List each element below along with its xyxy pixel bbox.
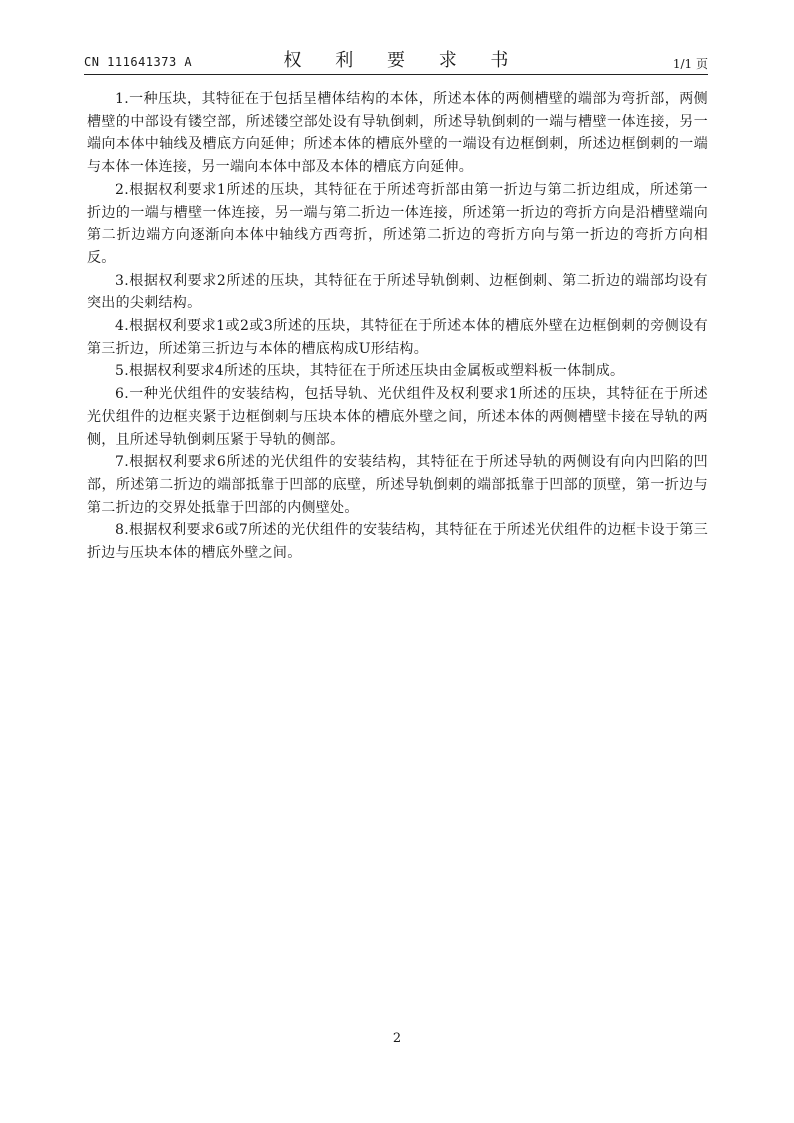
claim-2: 2.根据权利要求1所述的压块，其特征在于所述弯折部由第一折边与第二折边组成，所述第一折边的一端与槽壁一体连接，另一端与第二折边一体连接，所述第一折边的弯折方向是沿槽壁端向第二折边端方向逐渐向本体中轴线方西弯折，所述第二折边的弯折方向与第一折边的弯折方向相反。	[87, 181, 708, 266]
page-number: 2	[392, 1031, 402, 1046]
claim-8: 8.根据权利要求6或7所述的光伏组件的安装结构，其特征在于所述光伏组件的边框卡设于第三折边与压块本体的槽底外壁之间。	[87, 522, 708, 562]
claim-6: 6.一种光伏组件的安装结构，包括导轨、光伏组件及权利要求1所述的压块，其特征在于所述光伏组件的边框夹紧于边框倒刺与压块本体的槽底外壁之间，所述本体的两侧槽壁卡接在导轨的两侧，且所述导轨倒刺压紧于导轨的侧部。	[87, 386, 708, 448]
document-title: 权 利 要 求 书	[283, 50, 523, 71]
page-header	[84, 44, 708, 74]
claim-5: 5.根据权利要求4所述的压块，其特征在于所述压块由金属板或塑料板一体制成。	[115, 363, 625, 380]
claims-section	[87, 88, 708, 565]
header-divider	[84, 74, 708, 75]
page-indicator: 1/1 页	[672, 57, 708, 71]
claim-7: 7.根据权利要求6所述的光伏组件的安装结构，其特征在于所述导轨的两侧设有向内凹陷的凹部，所述第二折边的端部抵靠于凹部的底壁，所述导轨倒刺的端部抵靠于凹部的顶壁，第一折边与第二折边的交界处抵靠于凹部的内侧壁处。	[87, 454, 708, 516]
publication-number: CN 111641373 A	[84, 55, 193, 69]
claim-3: 3.根据权利要求2所述的压块，其特征在于所述导轨倒刺、边框倒刺、第二折边的端部均设有突出的尖刺结构。	[87, 272, 708, 312]
claim-4: 4.根据权利要求1或2或3所述的压块，其特征在于所述本体的槽底外壁在边框倒刺的旁侧设有第三折边，所述第三折边与本体的槽底构成U形结构。	[87, 318, 708, 357]
claim-1: 1.一种压块，其特征在于包括呈槽体结构的本体，所述本体的两侧槽壁的端部为弯折部，两侧槽壁的中部设有镂空部，所述镂空部处设有导轨倒刺，所述导轨倒刺的一端与槽壁一体连接，另一端向本体中轴线及槽底方向延伸；所述本体的槽底外壁的一端设有边框倒刺，所述边框倒刺的一端与本体一体连接，另一端向本体中部及本体的槽底方向延伸。	[87, 91, 708, 176]
